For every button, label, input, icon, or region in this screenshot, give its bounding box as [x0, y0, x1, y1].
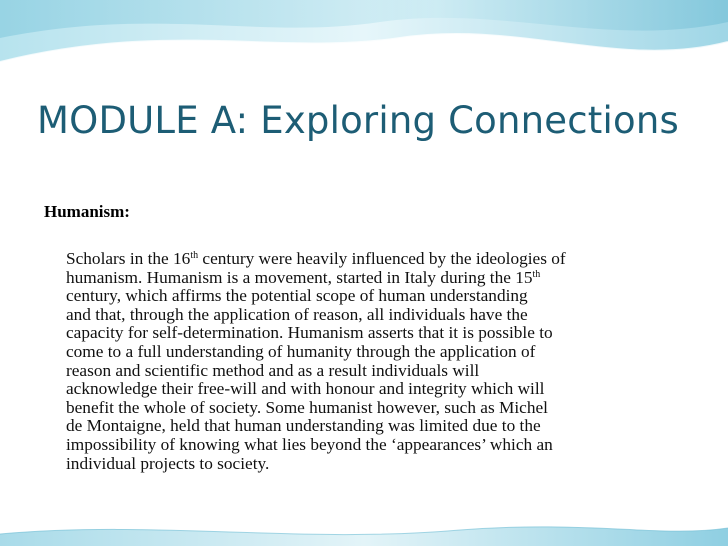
body-text-segment: humanism. Humanism is a movement, started in Italy during the 15	[66, 267, 533, 287]
body-line: century, which affirms the potential scope of human understanding	[66, 286, 528, 306]
bottom-wave-decoration	[0, 516, 728, 546]
body-line: reason and scientific method and as a result individuals will	[66, 360, 480, 380]
ordinal-superscript: th	[190, 250, 199, 261]
body-text-segment: century were heavily influenced by the ideologies of	[198, 249, 566, 268]
body-line: benefit the whole of society. Some humanist however, such as Michel	[66, 397, 548, 417]
section-heading: Humanism:	[44, 202, 130, 221]
body-line	[66, 250, 696, 269]
body-line: capacity for self-determination. Humanism asserts that it is possible to	[66, 323, 553, 343]
body-line: de Montaigne, held that human understanding was limited due to the	[66, 416, 541, 436]
body-line: and that, through the application of reason, all individuals have the	[66, 304, 528, 324]
body-line: come to a full understanding of humanity through the application of	[66, 341, 536, 361]
body-line: individual projects to society.	[66, 453, 270, 473]
body-text-segment: Scholars in the 16	[66, 249, 191, 268]
body-line	[66, 269, 696, 288]
body-line: impossibility of knowing what lies beyond the ‘appearances’ which an	[66, 434, 553, 454]
body-line: acknowledge their free-will and with honour and integrity which will	[66, 379, 545, 399]
ordinal-superscript: th	[532, 268, 541, 280]
slide-title: MODULE A: Exploring Connections	[37, 99, 679, 142]
body-paragraph	[66, 250, 696, 473]
top-wave-decoration	[0, 0, 728, 80]
